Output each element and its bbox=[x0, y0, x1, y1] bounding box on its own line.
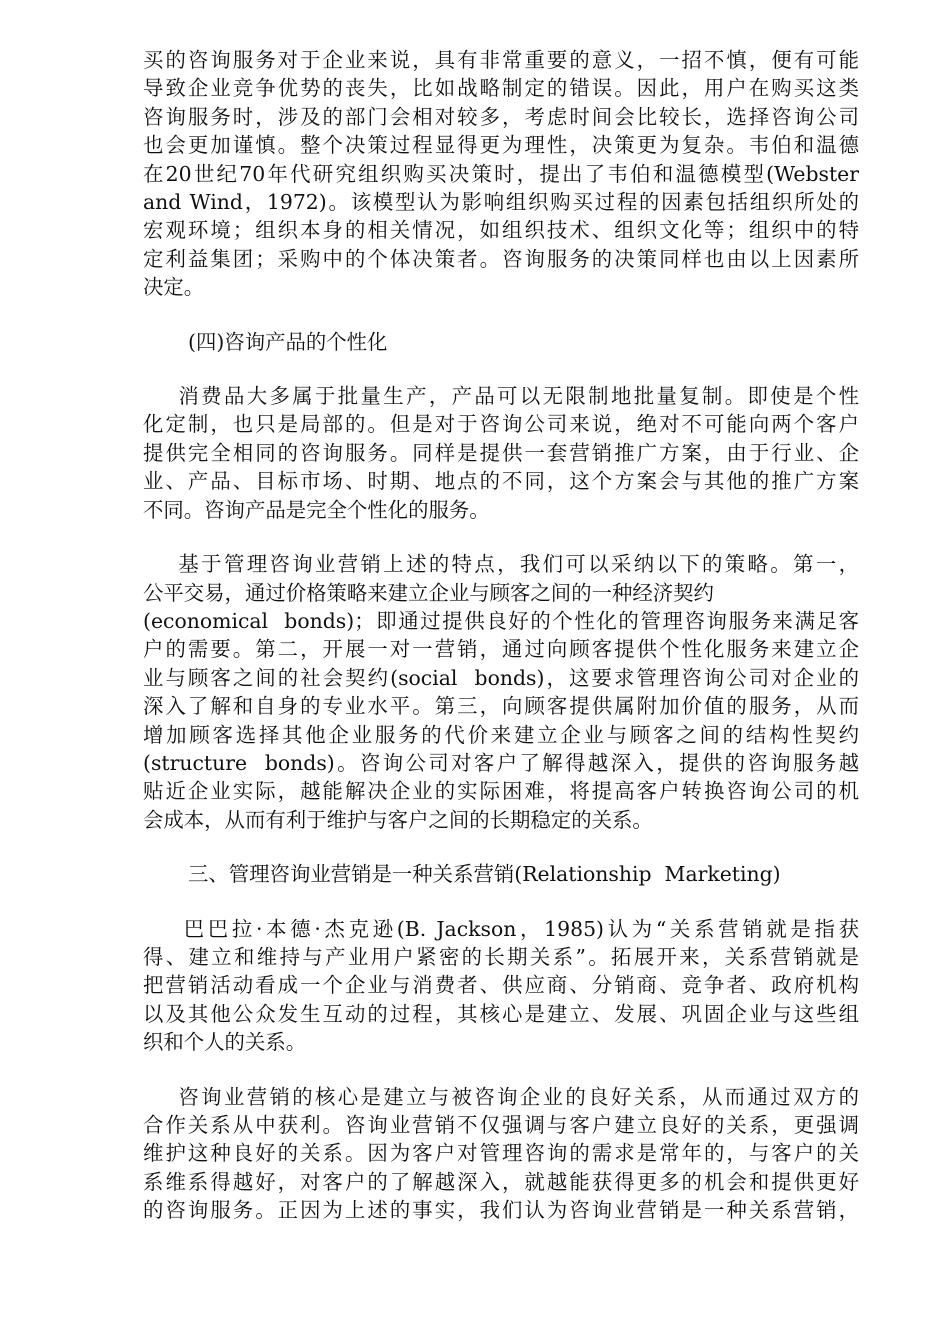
section-heading-personalization: (四)咨询产品的个性化 bbox=[188, 329, 388, 354]
text-line: 基于管理咨询业营销上述的特点，我们可以采纳以下的策略。第一， bbox=[143, 552, 859, 577]
text-line: 织和个人的关系。 bbox=[143, 1030, 307, 1055]
text-line: 会成本，从而有利于维护与客户之间的长期稳定的关系。 bbox=[143, 807, 653, 832]
text-line: 以及其他公众发生互动的过程，其核心是建立、发展、巩固企业与这些组 bbox=[143, 1001, 859, 1026]
text-line: 维护这种良好的关系。因为客户对管理咨询的需求是常年的，与客户的关 bbox=[143, 1141, 859, 1166]
text-line: 咨询业营销的核心是建立与被咨询企业的良好关系，从而通过双方的 bbox=[143, 1084, 859, 1109]
text-line: 增加顾客选择其他企业服务的代价来建立企业与顾客之间的结构性契约 bbox=[143, 722, 859, 747]
text-line: 业与顾客之间的社会契约(social bonds)，这要求管理咨询公司对企业的 bbox=[143, 665, 859, 690]
paragraph-purchase-decision bbox=[143, 46, 859, 302]
text-line: (structure bonds)。咨询公司对客户了解得越深入，提供的咨询服务越 bbox=[143, 750, 859, 775]
text-line: 合作关系从中获利。咨询业营销不仅强调与客户建立良好的关系，更强调 bbox=[143, 1113, 859, 1137]
text-line: 定利益集团；采购中的个体决策者。咨询服务的决策同样也由以上因素所 bbox=[143, 246, 859, 271]
text-line: 也会更加谨慎。整个决策过程显得更为理性，决策更为复杂。韦伯和温德 bbox=[143, 133, 859, 158]
text-line: 在20世纪70年代研究组织购买决策时，提出了韦伯和温德模型(Webster bbox=[143, 161, 859, 186]
text-line: 不同。咨询产品是完全个性化的服务。 bbox=[143, 497, 490, 522]
paragraph-strategies bbox=[143, 550, 859, 834]
paragraph-personalization bbox=[143, 382, 859, 524]
text-line: 的咨询服务。正因为上述的事实，我们认为咨询业营销是一种关系营销， bbox=[143, 1198, 859, 1223]
text-line: 消费品大多属于批量生产，产品可以无限制地批量复制。即使是个性 bbox=[143, 384, 859, 409]
document-body bbox=[143, 46, 859, 1225]
text-line: 导致企业竞争优势的丧失，比如战略制定的错误。因此，用户在购买这类 bbox=[143, 76, 859, 101]
text-line: 业、产品、目标市场、时期、地点的不同，这个方案会与其他的推广方案 bbox=[143, 469, 859, 494]
text-line: and Wind，1972)。该模型认为影响组织购买过程的因素包括组织所处的 bbox=[143, 190, 859, 215]
text-line: 深入了解和自身的专业水平。第三，向顾客提供属附加价值的服务，从而 bbox=[143, 694, 859, 719]
text-line: 系维系得越好，对客户的了解越深入，就越能获得更多的机会和提供更好 bbox=[143, 1169, 859, 1194]
paragraph-consulting-marketing-core bbox=[143, 1083, 859, 1225]
text-line: 得、建立和维持与产业用户紧密的长期关系”。拓展开来，关系营销就是 bbox=[143, 944, 859, 969]
text-line: 化定制，也只是局部的。但是对于咨询公司来说，绝对不可能向两个客户 bbox=[143, 412, 859, 437]
text-line: (economical bonds)；即通过提供良好的个性化的管理咨询服务来满足客 bbox=[143, 608, 859, 633]
text-line: 提供完全相同的咨询服务。同样是提供一套营销推广方案，由于行业、企 bbox=[143, 440, 859, 465]
text-line: 宏观环境；组织本身的相关情况，如组织技术、组织文化等；组织中的特 bbox=[143, 218, 859, 243]
text-line: 贴近企业实际，越能解决企业的实际困难，将提高客户转换咨询公司的机 bbox=[143, 779, 859, 804]
text-line: 买的咨询服务对于企业来说，具有非常重要的意义，一招不慎，便有可能 bbox=[143, 48, 859, 72]
text-line: 公平交易，通过价格策略来建立企业与顾客之间的一种经济契约 bbox=[143, 580, 714, 605]
text-line: 把营销活动看成一个企业与消费者、供应商、分销商、竞争者、政府机构 bbox=[143, 973, 859, 998]
section-heading-relationship-marketing: 三、管理咨询业营销是一种关系营销(Relationship Marketing) bbox=[188, 862, 781, 887]
text-line: 决定。 bbox=[143, 275, 205, 300]
text-line: 户的需要。第二，开展一对一营销，通过向顾客提供个性化服务来建立企 bbox=[143, 637, 859, 662]
paragraph-jackson-definition bbox=[143, 915, 859, 1057]
text-line: 咨询服务时，涉及的部门会相对较多，考虑时间会比较长，选择咨询公司 bbox=[143, 104, 859, 129]
text-line: 巴巴拉·本德·杰克逊(B. Jackson，1985)认为“关系营销就是指获 bbox=[143, 916, 859, 941]
